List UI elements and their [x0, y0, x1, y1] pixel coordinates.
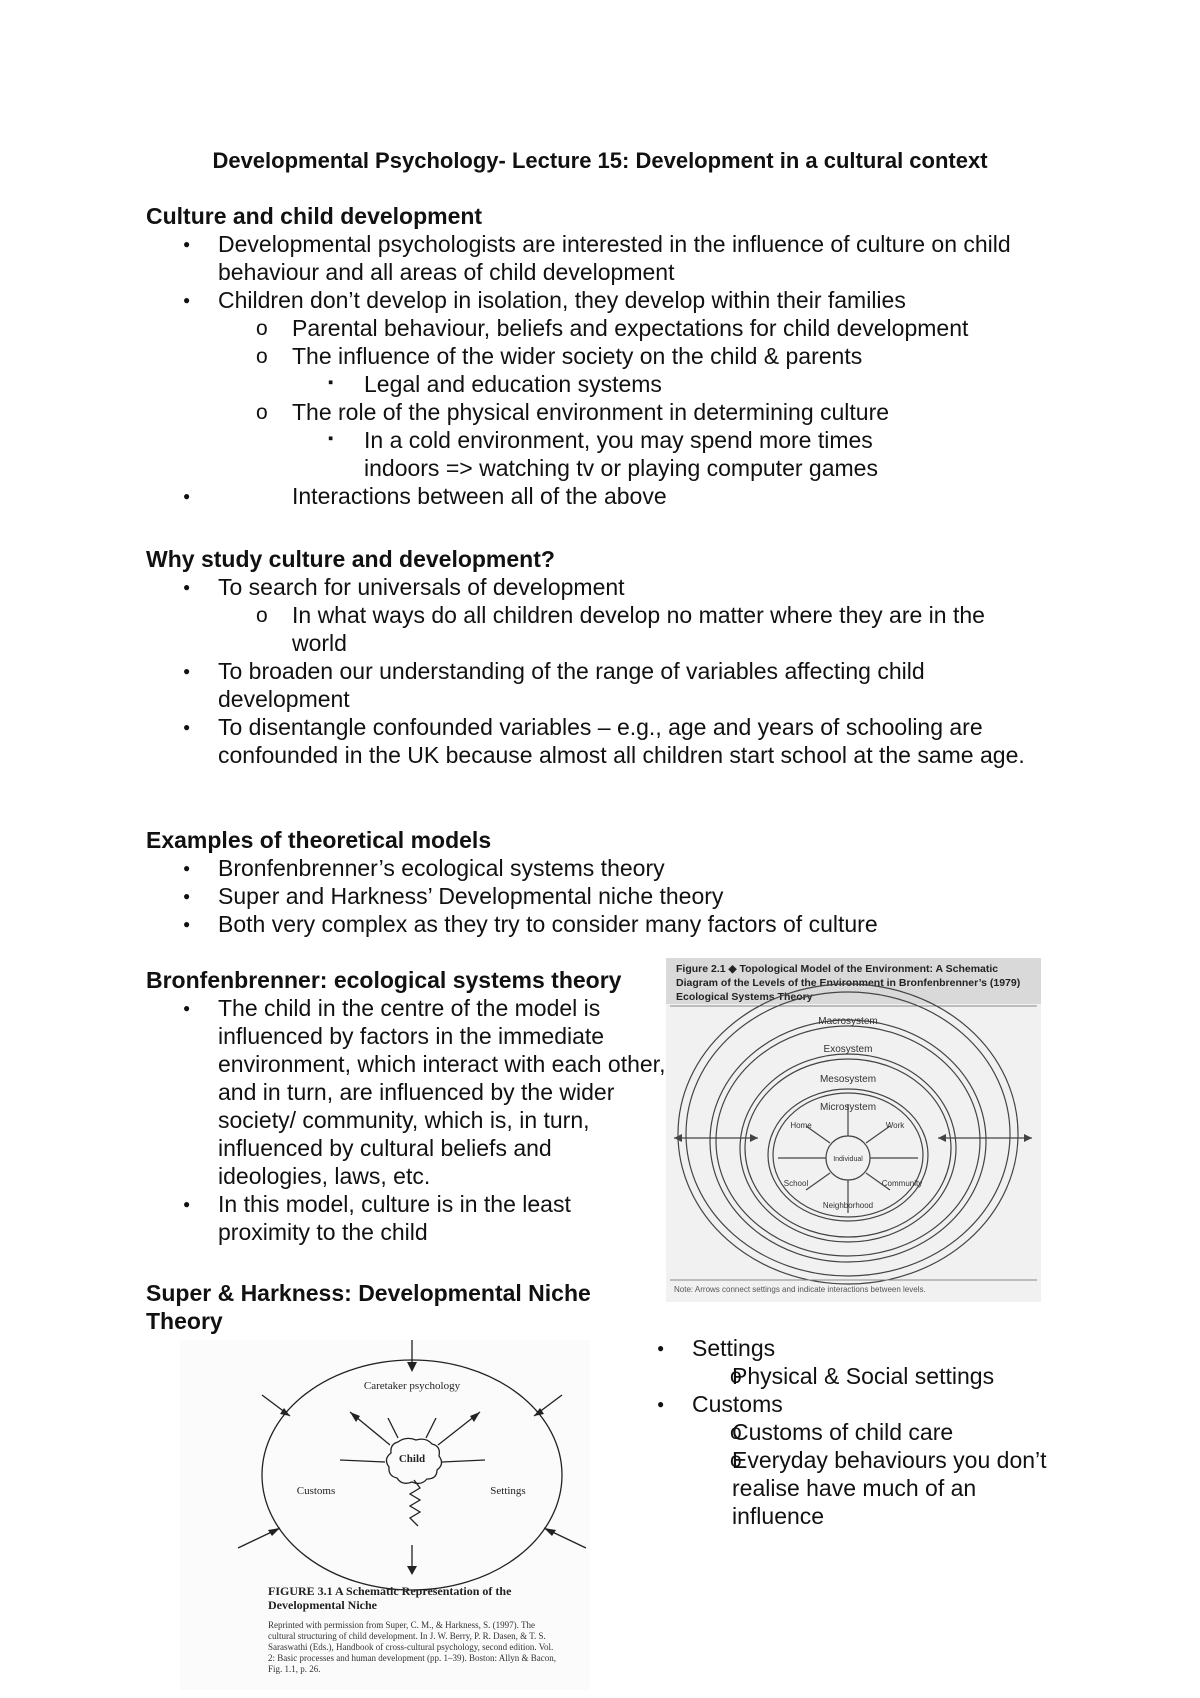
list-item: ● Both very complex as they try to consider many factors of culture	[146, 910, 1066, 938]
list-item: ● In this model, culture is in the least proximity to the child	[146, 1190, 666, 1246]
home-label: Home	[790, 1121, 812, 1130]
settings-label: Settings	[490, 1485, 526, 1497]
section-heading: Culture and child development	[146, 203, 483, 229]
section-heading: Examples of theoretical models	[146, 827, 492, 853]
list-item: ▪ Legal and education systems	[146, 370, 1066, 398]
section-why-study	[146, 545, 1066, 769]
section-examples-models	[146, 826, 1066, 938]
list-item: ● Bronfenbrenner’s ecological systems theory	[146, 854, 1066, 882]
bullet-list	[620, 1334, 1060, 1530]
bullet-list	[146, 994, 666, 1246]
mesosystem-label: Mesosystem	[819, 1074, 877, 1085]
list-item: o The influence of the wider society on the child & parents	[146, 342, 1066, 370]
list-item: ● Customs	[620, 1390, 1060, 1418]
community-label: Community	[881, 1179, 923, 1188]
list-item: o The role of the physical environment in determining culture	[146, 398, 1066, 426]
caretaker-psychology-label: Caretaker psychology	[363, 1380, 461, 1392]
developmental-niche-diagram	[180, 1340, 590, 1690]
page-title: Developmental Psychology- Lecture 15: Development in a cultural context	[212, 148, 988, 173]
list-item: o Parental behaviour, beliefs and expectations for child development	[146, 314, 1066, 342]
section-bronfenbrenner	[146, 966, 666, 1246]
list-item: ● Interactions between all of the above	[146, 482, 1066, 510]
customs-label: Customs	[296, 1485, 336, 1497]
ecological-systems-diagram	[666, 958, 1041, 1302]
exosystem-label: Exosystem	[823, 1044, 873, 1055]
microsystem-label: Microsystem	[819, 1102, 877, 1113]
work-label: Work	[885, 1121, 905, 1130]
section-heading: Super & Harkness: Developmental Niche Theory	[146, 1280, 591, 1334]
developmental-niche-figure	[180, 1340, 590, 1690]
list-item: ● The child in the centre of the model is influenced by factors in the immediate environment, which interact with each other, and in turn, are influenced by the wider society/ community, which is, in turn, influenced by cultural beliefs and ideologies, laws, etc.	[146, 994, 666, 1190]
individual-label: Individual	[833, 1156, 863, 1163]
figure-footnote: Note: Arrows connect settings and indicate interactions between levels.	[674, 1285, 926, 1294]
section-culture-child-development	[146, 202, 1066, 510]
list-item: ● Children don’t develop in isolation, they develop within their families	[146, 286, 1066, 314]
macrosystem-label: Macrosystem	[818, 1016, 878, 1027]
section-heading: Why study culture and development?	[146, 546, 555, 572]
bronfenbrenner-figure	[666, 958, 1041, 1302]
list-item: o Customs of child care	[620, 1418, 1060, 1446]
list-item: ● Super and Harkness’ Developmental niche theory	[146, 882, 1066, 910]
list-item: ● To disentangle confounded variables – e.g., age and years of schooling are confounded in the UK because almost all children start school at the same age.	[146, 713, 1066, 769]
list-item: ● Developmental psychologists are interested in the influence of culture on child behaviour and all areas of child development	[146, 230, 1066, 286]
neighborhood-label: Neighborhood	[822, 1201, 874, 1210]
list-item: ● To broaden our understanding of the range of variables affecting child development	[146, 657, 1066, 713]
niche-components-list	[620, 1334, 1060, 1530]
list-item: ● Settings	[620, 1334, 1060, 1362]
figure-caption: Figure 2.1 ◆ Topological Model of the Environment: A Schematic Diagram of the Levels of the Environment in Bronfenbrenner’s (1979) Ecological Systems Theory	[676, 963, 1021, 1003]
bullet-list	[146, 230, 1066, 510]
bullet-list	[146, 573, 1066, 769]
niche-figure-credit: Reprinted with permission from Super, C. M., & Harkness, S. (1997). The cultural structuring of child development. In J. W. Berry, P. R. Dasen, & T. S. Saraswathi (Eds.), Handbook of cross-cultural psychology, second edition. Vol. 2: Basic processes and human development (pp. 1–39). Boston: Allyn & Bacon, Fig. 1.1, p. 26.	[268, 1620, 556, 1674]
list-item: ● To search for universals of development	[146, 573, 1066, 601]
list-item: o Physical & Social settings	[620, 1362, 1060, 1390]
section-heading: Bronfenbrenner: ecological systems theory	[146, 967, 622, 993]
list-item: o Everyday behaviours you don’t realise have much of an influence	[620, 1446, 1060, 1530]
section-super-harkness	[146, 1279, 646, 1335]
list-item: ▪ In a cold environment, you may spend more times indoors => watching tv or playing computer games	[146, 426, 1066, 482]
bullet-list	[146, 854, 1066, 938]
niche-figure-caption: FIGURE 3.1 A Schematic Representation of the Developmental Niche	[268, 1584, 512, 1612]
school-label: School	[783, 1179, 809, 1188]
child-label: Child	[398, 1453, 426, 1465]
list-item: o In what ways do all children develop no matter where they are in the world	[146, 601, 1066, 657]
